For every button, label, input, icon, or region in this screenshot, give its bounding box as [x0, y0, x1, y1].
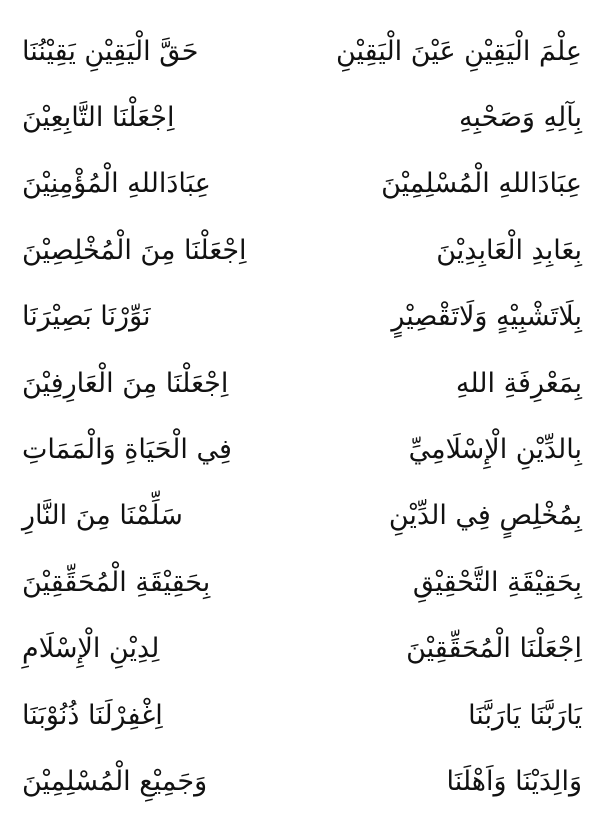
- poem-line: [22, 350, 582, 416]
- first-hemistich: عِلْمَ الْيَقِيْنِ عَيْنَ الْيَقِيْنِ: [335, 35, 582, 67]
- second-hemistich: اِجْعَلْنَا مِنَ الْعَارِفِيْنَ: [22, 367, 229, 399]
- second-hemistich: اِغْفِرْلَنَا ذُنُوْبَنَا: [22, 699, 163, 731]
- first-hemistich: بِحَقِيْقَةِ التَّحْقِيْقِ: [412, 566, 582, 598]
- poem-line: [22, 18, 582, 84]
- first-hemistich: عِبَادَاللهِ الْمُسْلِمِيْنَ: [381, 168, 582, 200]
- first-hemistich: بِعَابِدِ الْعَابِدِيْنَ: [436, 234, 582, 266]
- second-hemistich: حَقَّ الْيَقِيْنِ يَقِيْنُنَا: [22, 35, 199, 67]
- second-hemistich: بِحَقِيْقَةِ الْمُحَقِّقِيْنَ: [22, 566, 211, 598]
- second-hemistich: سَلِّمْنَا مِنَ النَّارِ: [22, 500, 183, 532]
- second-hemistich: نَوِّرْنَا بَصِيْرَنَا: [22, 301, 151, 333]
- poem-line: [22, 416, 582, 482]
- poem-line: [22, 748, 582, 814]
- poem-line: [22, 682, 582, 748]
- first-hemistich: اِجْعَلْنَا الْمُحَقِّقِيْنَ: [406, 633, 582, 665]
- second-hemistich: اِجْعَلْنَا التَّابِعِيْنَ: [22, 102, 175, 134]
- first-hemistich: بِآلِهِ وَصَحْبِهِ: [458, 102, 582, 134]
- poem-line: [22, 217, 582, 283]
- poem-line: [22, 84, 582, 150]
- first-hemistich: وَالِدَيْنَا وَاَهْلَنَا: [446, 765, 582, 797]
- second-hemistich: اِجْعَلْنَا مِنَ الْمُخْلِصِيْنَ: [22, 234, 247, 266]
- first-hemistich: يَارَبَّنَا يَارَبَّنَا: [468, 699, 582, 731]
- second-hemistich: لِدِيْنِ الْإِسْلَامِ: [22, 633, 160, 665]
- second-hemistich: عِبَادَاللهِ الْمُؤْمِنِيْنَ: [22, 168, 211, 200]
- poem-line: [22, 284, 582, 350]
- second-hemistich: فِي الْحَيَاةِ وَالْمَمَاتِ: [22, 434, 232, 466]
- poem-line: [22, 616, 582, 682]
- second-hemistich: وَجَمِيْعِ الْمُسْلِمِيْنَ: [22, 765, 208, 797]
- poem: [22, 18, 582, 815]
- poem-line: [22, 151, 582, 217]
- first-hemistich: بِمَعْرِفَةِ اللهِ: [455, 367, 582, 399]
- first-hemistich: بِالدِّيْنِ الْإِسْلَامِيِّ: [408, 434, 582, 466]
- poem-line: [22, 549, 582, 615]
- poem-line: [22, 483, 582, 549]
- first-hemistich: بِلَاتَشْبِيْهٍ وَلَاتَقْصِيْرٍ: [391, 301, 582, 333]
- first-hemistich: بِمُخْلِصٍ فِي الدِّيْنِ: [388, 500, 582, 532]
